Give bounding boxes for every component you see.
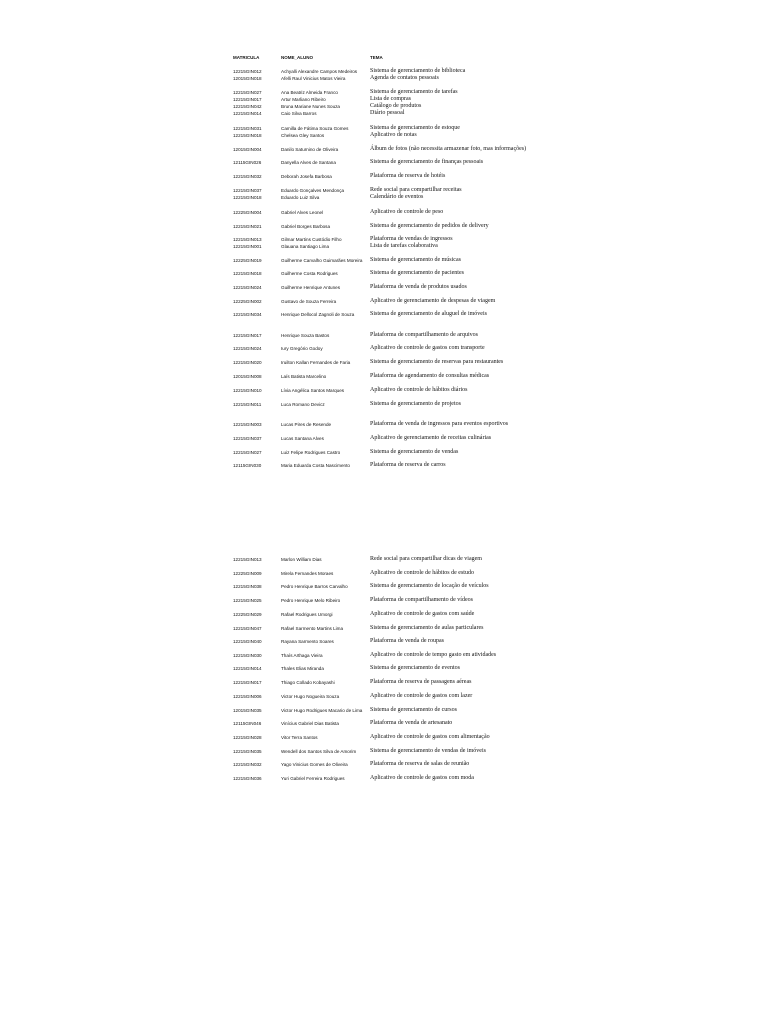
- tema-cell: Aplicativo de controle de hábitos diários: [370, 387, 468, 393]
- tema-cell: Plataforma de reserva de passagens aéreas: [370, 679, 472, 685]
- matricula-cell: 12215GIN042: [233, 104, 262, 109]
- tema-cell: Aplicativo de controle de gastos com moda: [370, 775, 474, 781]
- tema-cell: Sistema de gerenciamento de finanças pessoais: [370, 159, 484, 165]
- table-row: [0, 422, 768, 430]
- nome-cell: Vinícius Gabriel Dias Batista: [281, 721, 339, 726]
- tema-cell: Aplicativo de controle de gastos com lazer: [370, 693, 473, 699]
- matricula-cell: 12215GIN013: [233, 237, 262, 242]
- matricula-cell: 12215GIN021: [233, 224, 262, 229]
- tema-cell: Aplicativo de controle de hábitos de estudo: [370, 570, 474, 576]
- table-row: [0, 721, 768, 729]
- nome-cell: Danilo Saturnino de Oliveira: [281, 147, 339, 152]
- tema-cell: Plataforma de venda de produtos usados: [370, 284, 467, 290]
- matricula-cell: 12215GIN038: [233, 584, 262, 589]
- table-row: [0, 598, 768, 606]
- tema-cell: Aplicativo de controle de peso: [370, 209, 444, 215]
- matricula-cell: 12215GIN037: [233, 436, 262, 441]
- tema-cell: Sistema de gerenciamento de projetos: [370, 401, 461, 407]
- nome-cell: Caio Silva Barros: [281, 111, 317, 116]
- matricula-cell: 12215GIN017: [233, 97, 262, 102]
- matricula-cell: 12215GIN032: [233, 174, 262, 179]
- table-row: [0, 195, 768, 203]
- matricula-cell: 12225GIN009: [233, 571, 262, 576]
- nome-cell: Camilla de Fátima Souza Gomes: [281, 126, 349, 131]
- tema-cell: Sistema de gerenciamento de pacientes: [370, 270, 464, 276]
- table-row: [0, 402, 768, 410]
- table-row: [0, 174, 768, 182]
- table-row: [0, 666, 768, 674]
- nome-cell: Yago Vinicius Gomes de Oliveira: [281, 762, 348, 767]
- header-tema: TEMA: [370, 55, 383, 60]
- tema-cell: Sistema de gerenciamento de tarefas: [370, 89, 458, 95]
- tema-cell: Sistema de gerenciamento de cursos: [370, 707, 457, 713]
- table-row: [0, 333, 768, 341]
- nome-cell: Afelli Raul Vinicius Matos Vieira: [281, 76, 346, 81]
- matricula-cell: 12115GIN026: [233, 160, 262, 165]
- nome-cell: Gabriel Borges Barbosa: [281, 224, 331, 229]
- tema-cell: Rede social para compartilhar dicas de viagem: [370, 556, 482, 562]
- tema-cell: Plataforma de vendas de ingressos: [370, 236, 453, 242]
- table-row: [0, 694, 768, 702]
- nome-cell: Maria Eduarda Costa Nascimento: [281, 463, 350, 468]
- nome-cell: Danyella Alves de Santana: [281, 160, 336, 165]
- table-row: [0, 285, 768, 293]
- tema-cell: Plataforma de venda de roupas: [370, 638, 444, 644]
- tema-cell: Plataforma de compartilhamento de arquivos: [370, 332, 478, 338]
- table-row: [0, 76, 768, 84]
- tema-cell: Agenda de contatos pessoais: [370, 75, 439, 81]
- table-row: [0, 708, 768, 716]
- tema-cell: Plataforma de compartilhamento de vídeos: [370, 597, 473, 603]
- table-row: [0, 299, 768, 307]
- tema-cell: Aplicativo de controle de gastos com transporte: [370, 345, 485, 351]
- table-row: [0, 776, 768, 784]
- matricula-cell: 12115GIN030: [233, 463, 262, 468]
- matricula-cell: 12215GIN018: [233, 195, 262, 200]
- matricula-cell: 12215GIN011: [233, 402, 262, 407]
- matricula-cell: 12215GIN006: [233, 694, 262, 699]
- nome-cell: Mirela Fernandes Moraes: [281, 571, 334, 576]
- matricula-cell: 12215GIN035: [233, 749, 262, 754]
- table-row: [0, 762, 768, 770]
- nome-cell: Guilherme Costa Rodrigues: [281, 271, 338, 276]
- nome-cell: Pedro Henrique Melo Ribeiro: [281, 598, 341, 603]
- tema-cell: Sistema de gerenciamento de vendas de imóveis: [370, 748, 486, 754]
- table-row: [0, 612, 768, 620]
- table-row: [0, 210, 768, 218]
- tema-cell: Sistema de gerenciamento de pedidos de delivery: [370, 223, 489, 229]
- matricula-cell: 12215GIN014: [233, 111, 262, 116]
- nome-cell: Gustavo de Souza Ferreira: [281, 299, 337, 304]
- table-row: [0, 450, 768, 458]
- tema-cell: Sistema de gerenciamento de biblioteca: [370, 68, 466, 74]
- nome-cell: Eduardo Luiz Silva: [281, 195, 320, 200]
- nome-cell: Victor Hugo Rodrigues Macario de Lima: [281, 708, 363, 713]
- nome-cell: Vitor Terra Santos: [281, 735, 318, 740]
- matricula-cell: 12215GIN017: [233, 680, 262, 685]
- tema-cell: Sistema de gerenciamento de locação de veículos: [370, 583, 489, 589]
- tema-cell: Plataforma de reserva de carros: [370, 462, 446, 468]
- nome-cell: Wendell dos Santos Silva de Amorim: [281, 749, 357, 754]
- table-row: [0, 436, 768, 444]
- tema-cell: Aplicativo de gerenciamento de despesas de viagem: [370, 298, 496, 304]
- nome-cell: Artur Marliano Ribeiro: [281, 97, 326, 102]
- nome-cell: Guilherme Carvalho Guimarães Moreira: [281, 258, 363, 263]
- tema-cell: Lista de compras: [370, 96, 411, 102]
- matricula-cell: 12225GIN029: [233, 612, 262, 617]
- matricula-cell: 12215GIN010: [233, 388, 262, 393]
- matricula-cell: 12215GIN025: [233, 598, 262, 603]
- table-row: [0, 639, 768, 647]
- matricula-cell: 12215GIN013: [233, 557, 262, 562]
- tema-cell: Sistema de gerenciamento de aluguel de imóveis: [370, 311, 487, 317]
- nome-cell: Thales Elias Miranda: [281, 666, 324, 671]
- tema-cell: Plataforma de reserva de salas de reunião: [370, 761, 470, 767]
- header-matricula: MATRICULA: [233, 55, 260, 60]
- tema-cell: Lista de tarefas colaborativa: [370, 243, 438, 249]
- matricula-cell: 12215GIN001: [233, 244, 262, 249]
- matricula-cell: 12215GIN027: [233, 450, 262, 455]
- matricula-cell: 12215GIN031: [233, 126, 262, 131]
- nome-cell: Gilmar Martins Custódio Filho: [281, 237, 342, 242]
- matricula-cell: 12225GIN004: [233, 210, 262, 215]
- table-row: [0, 735, 768, 743]
- table-row: [0, 244, 768, 252]
- matricula-cell: 12215GIN030: [233, 653, 262, 658]
- matricula-cell: 12215GIN003: [233, 422, 262, 427]
- table-row: [0, 147, 768, 155]
- tema-cell: Aplicativo de gerenciamento de receitas culinárias: [370, 435, 492, 441]
- table-row: [0, 224, 768, 232]
- table-row: [0, 626, 768, 634]
- header-nome-aluno: NOME_ALUNO: [281, 55, 314, 60]
- nome-cell: Glauana Santiago Lima: [281, 244, 330, 249]
- table-row: [0, 312, 768, 320]
- nome-cell: Rafael Rodrigues Umorgi: [281, 612, 333, 617]
- table-row: [0, 360, 768, 368]
- matricula-cell: 12215GIN037: [233, 188, 262, 193]
- nome-cell: Iury Gregório Godoy: [281, 346, 323, 351]
- tema-cell: Aplicativo de controle de tempo gasto em atividades: [370, 652, 497, 658]
- table-row: [0, 111, 768, 119]
- tema-cell: Sistema de gerenciamento de vendas: [370, 449, 459, 455]
- table-row: [0, 653, 768, 661]
- matricula-cell: 12215GIN034: [233, 312, 262, 317]
- table-row: [0, 271, 768, 279]
- table-row: [0, 571, 768, 579]
- nome-cell: Rayana Sarmento Soares: [281, 639, 334, 644]
- matricula-cell: 12215GIN020: [233, 360, 262, 365]
- nome-cell: Victor Hugo Nogueira Souza: [281, 694, 340, 699]
- matricula-cell: 12215GIN014: [233, 666, 262, 671]
- nome-cell: Achyalli Alexandre Campos Medeiros: [281, 69, 358, 74]
- matricula-cell: 12015GIN008: [233, 374, 262, 379]
- tema-cell: Aplicativo de notas: [370, 132, 417, 138]
- table-row: [0, 749, 768, 757]
- table-row: [0, 258, 768, 266]
- tema-cell: Catálogo de produtos: [370, 103, 422, 109]
- table-row: [0, 680, 768, 688]
- tema-cell: Plataforma de reserva de hotéis: [370, 173, 446, 179]
- nome-cell: Laís Batista Marcelino: [281, 374, 327, 379]
- matricula-cell: 12015GIN018: [233, 76, 262, 81]
- tema-cell: Aplicativo de controle de gastos com alimentação: [370, 734, 490, 740]
- nome-cell: Lucas Santana Alves: [281, 436, 324, 441]
- tema-cell: Sistema de gerenciamento de reservas para restaurantes: [370, 359, 504, 365]
- nome-cell: Luca Romano Devicz: [281, 402, 325, 407]
- nome-cell: Deborah Josefa Barbosa: [281, 174, 332, 179]
- tema-cell: Sistema de gerenciamento de eventos: [370, 665, 460, 671]
- tema-cell: Plataforma de venda de artesanato: [370, 720, 453, 726]
- tema-cell: Calendário de eventos: [370, 194, 424, 200]
- table-row: [0, 374, 768, 382]
- matricula-cell: 12215GIN036: [233, 776, 262, 781]
- tema-cell: Plataforma de agendamento de consultas médicas: [370, 373, 490, 379]
- matricula-cell: 12015GIN035: [233, 708, 262, 713]
- matricula-cell: 12215GIN032: [233, 762, 262, 767]
- nome-cell: Lucas Pires de Resende: [281, 422, 332, 427]
- tema-cell: Aplicativo de controle de gastos com saúde: [370, 611, 475, 617]
- nome-cell: Guilherme Henrique Antunes: [281, 285, 340, 290]
- tema-cell: Plataforma de venda de ingressos para eventos esportivos: [370, 421, 509, 427]
- nome-cell: Iruilton Kallan Fernandes de Faria: [281, 360, 351, 365]
- nome-cell: Henrique Dellocol Zagnoli de Souza: [281, 312, 355, 317]
- nome-cell: Henrique Souza Bastos: [281, 333, 330, 338]
- nome-cell: Gabriel Alves Leonel: [281, 210, 324, 215]
- tema-cell: Rede social para compartilhar receitas: [370, 187, 462, 193]
- matricula-cell: 12215GIN017: [233, 333, 262, 338]
- matricula-cell: 12215GIN040: [233, 639, 262, 644]
- table-row: [0, 557, 768, 565]
- matricula-cell: 12215GIN028: [233, 735, 262, 740]
- nome-cell: Ana Beatriz Almeida Franco: [281, 90, 338, 95]
- nome-cell: Marlon William Dias: [281, 557, 322, 562]
- tema-cell: Sistema de gerenciamento de aulas particulares: [370, 625, 484, 631]
- table-row: [0, 346, 768, 354]
- matricula-cell: 12115GIN046: [233, 721, 262, 726]
- tema-cell: Diário pessoal: [370, 110, 405, 116]
- table-row: [0, 160, 768, 168]
- nome-cell: Bruna Mariane Nunes Souza: [281, 104, 340, 109]
- nome-cell: Thaís Arthaga Vieira: [281, 653, 323, 658]
- matricula-cell: 12215GIN024: [233, 346, 262, 351]
- matricula-cell: 12215GIN018: [233, 271, 262, 276]
- table-row: [0, 388, 768, 396]
- tema-cell: Sistema de gerenciamento de músicas: [370, 257, 461, 263]
- nome-cell: Yuri Gabriel Ferreira Rodrigues: [281, 776, 345, 781]
- tema-cell: Álbum de fotos (não necessita armazenar foto, mas informações): [370, 146, 527, 152]
- nome-cell: Eduardo Gonçalves Mendonça: [281, 188, 345, 193]
- matricula-cell: 12215GIN018: [233, 133, 262, 138]
- nome-cell: Luiz Felipe Rodrigues Castro: [281, 450, 341, 455]
- table-row: [0, 584, 768, 592]
- matricula-cell: 12225GIN019: [233, 258, 262, 263]
- matricula-cell: 12215GIN027: [233, 90, 262, 95]
- table-row: [0, 133, 768, 141]
- nome-cell: Lívia Angélica Santos Marques: [281, 388, 345, 393]
- nome-cell: Thiago Collado Kobayashi: [281, 680, 335, 685]
- tema-cell: Sistema de gerenciamento de estoque: [370, 125, 460, 131]
- matricula-cell: 12215GIN024: [233, 285, 262, 290]
- matricula-cell: 12225GIN002: [233, 299, 262, 304]
- table-row: [0, 463, 768, 471]
- matricula-cell: 12215GIN012: [233, 69, 262, 74]
- nome-cell: Rafael Sarmento Martins Lima: [281, 626, 344, 631]
- nome-cell: Pedro Henrique Barros Carvalho: [281, 584, 348, 589]
- matricula-cell: 12015GIN004: [233, 147, 262, 152]
- matricula-cell: 12215GIN047: [233, 626, 262, 631]
- nome-cell: Chelsea Gley Santos: [281, 133, 325, 138]
